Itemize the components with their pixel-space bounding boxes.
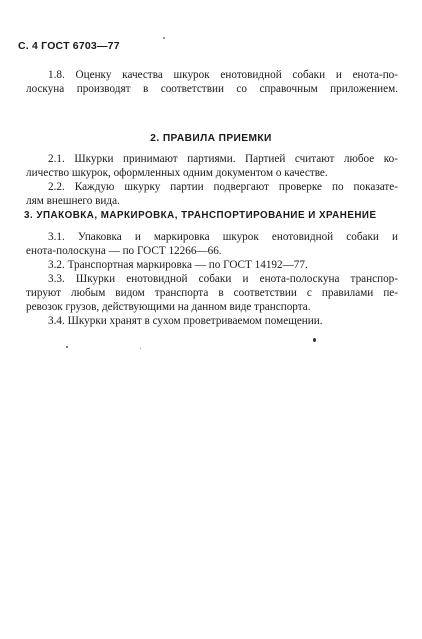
paragraph-2-2-line-1: 2.2. Каждую шкурку партии подвергают проверке по показате-: [48, 181, 398, 193]
paragraph-3-3-line-1: 3.3. Шкурки енотовидной собаки и енота-полоскуна транспор-: [48, 273, 398, 285]
scan-speck: [66, 346, 68, 348]
paragraph-2-2-line-2: лям внешнего вида.: [26, 195, 120, 207]
paragraph-3-3-line-2: тируют любым видом транспорта в соответствии с правилами пе-: [26, 287, 398, 299]
section-3-heading: 3. УПАКОВКА, МАРКИРОВКА, ТРАНСПОРТИРОВАНИЕ И ХРАНЕНИЕ: [24, 210, 377, 221]
scan-speck: [313, 338, 316, 342]
paragraph-1-8-line-1: 1.8. Оценку качества шкурок енотовидной собаки и енота-по-: [48, 69, 398, 81]
paragraph-2-1-line-1: 2.1. Шкурки принимают партиями. Партией считают любое ко-: [48, 153, 398, 165]
paragraph-1-8-line-2: лоскуна производят в соответствии со справочным приложением.: [26, 83, 398, 95]
paragraph-3-2-line-1: 3.2. Транспортная маркировка — по ГОСТ 14192—77.: [48, 259, 308, 271]
scan-speck: [163, 37, 165, 39]
paragraph-2-1-line-2: личество шкурок, оформленных одним документом о качестве.: [26, 167, 328, 179]
section-2-heading: 2. ПРАВИЛА ПРИЕМКИ: [150, 133, 272, 144]
paragraph-3-1-line-1: 3.1. Упаковка и маркировка шкурок енотовидной собаки и: [48, 231, 398, 243]
paragraph-3-1-line-2: енота-полоскуна — по ГОСТ 12266—66.: [26, 245, 222, 257]
paragraph-3-4-line-1: 3.4. Шкурки хранят в сухом проветриваемом помещении.: [48, 315, 323, 327]
paragraph-3-3-line-3: ревозок грузов, действующими на данном виде транспорта.: [26, 301, 311, 313]
scan-speck: [140, 348, 141, 349]
page-header: С. 4 ГОСТ 6703—77: [18, 40, 120, 52]
